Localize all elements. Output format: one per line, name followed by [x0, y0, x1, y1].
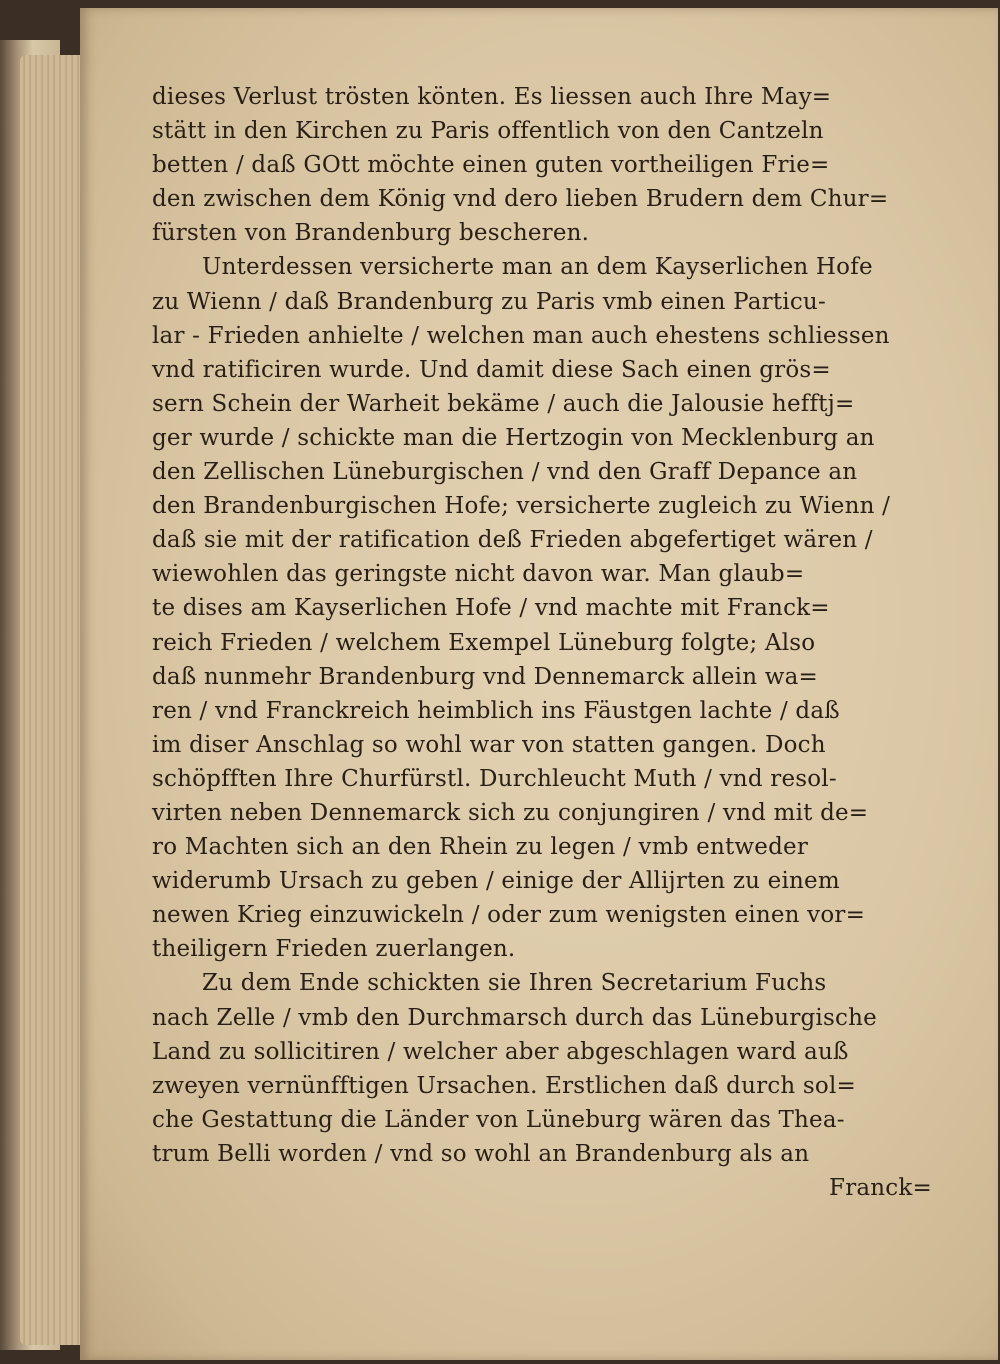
text-line: sern Schein der Warheit bekäme / auch die Jalousie hefftj= [152, 390, 855, 417]
text-line: lar - Frieden anhielte / welchen man auch ehestens schliessen [152, 322, 890, 349]
text-line: Unterdessen versicherte man an dem Kayserlichen Hofe [202, 254, 873, 281]
text-line: daß nunmehr Brandenburg vnd Dennemarck allein wa= [152, 663, 818, 690]
text-line: trum Belli worden / vnd so wohl an Brandenburg als an [152, 1140, 810, 1167]
text-line: reich Frieden / welchem Exempel Lüneburg folgte; Also [152, 629, 816, 656]
text-line: zu Wienn / daß Brandenburg zu Paris vmb einen Particu- [152, 288, 826, 315]
text-line: Zu dem Ende schickten sie Ihren Secretarium Fuchs [202, 970, 827, 997]
text-line: den zwischen dem König vnd dero lieben Brudern dem Chur= [152, 186, 889, 213]
text-line: vnd ratificiren wurde. Und damit diese Sach einen grös= [152, 356, 831, 383]
text-line: che Gestattung die Länder von Lüneburg wären das Thea- [152, 1106, 845, 1133]
text-line: virten neben Dennemarck sich zu conjungiren / vnd mit de= [152, 799, 869, 826]
catchword: Franck= [829, 1175, 932, 1201]
text-line: theiligern Frieden zuerlangen. [152, 936, 516, 963]
text-line: ger wurde / schickte man die Hertzogin von Mecklenburg an [152, 424, 875, 451]
text-line: nach Zelle / vmb den Durchmarsch durch das Lüneburgische [152, 1004, 877, 1031]
text-line: wiewohlen das geringste nicht davon war. Man glaub= [152, 561, 805, 588]
text-line: te dises am Kayserlichen Hofe / vnd machte mit Franck= [152, 595, 830, 622]
text-line: zweyen vernünfftigen Ursachen. Erstlichen daß durch sol= [152, 1072, 856, 1099]
text-line: im diser Anschlag so wohl war von statten gangen. Doch [152, 731, 826, 758]
page-text [152, 80, 942, 1205]
text-line: betten / daß GOtt möchte einen guten vortheiligen Frie= [152, 152, 830, 179]
text-line: newen Krieg einzuwickeln / oder zum wenigsten einen vor= [152, 902, 866, 929]
text-line: den Brandenburgischen Hofe; versicherte zugleich zu Wienn / [152, 493, 891, 520]
text-line: daß sie mit der ratification deß Frieden abgefertiget wären / [152, 527, 873, 554]
text-line: stätt in den Kirchen zu Paris offentlich von den Cantzeln [152, 118, 824, 145]
text-line: widerumb Ursach zu geben / einige der Allijrten zu einem [152, 868, 840, 895]
text-line: dieses Verlust trösten könten. Es liessen auch Ihre May= [152, 84, 832, 110]
text-line: ro Machten sich an den Rhein zu legen / vmb entweder [152, 834, 809, 861]
text-line: schöpfften Ihre Churfürstl. Durchleucht Muth / vnd resol- [152, 765, 837, 792]
text-line: ren / vnd Franckreich heimblich ins Fäustgen lachte / daß [152, 697, 840, 724]
text-line: den Zellischen Lüneburgischen / vnd den Graff Depance an [152, 459, 858, 486]
text-line: fürsten von Brandenburg bescheren. [152, 220, 590, 247]
text-line: Land zu sollicitiren / welcher aber abgeschlagen ward auß [152, 1038, 849, 1065]
